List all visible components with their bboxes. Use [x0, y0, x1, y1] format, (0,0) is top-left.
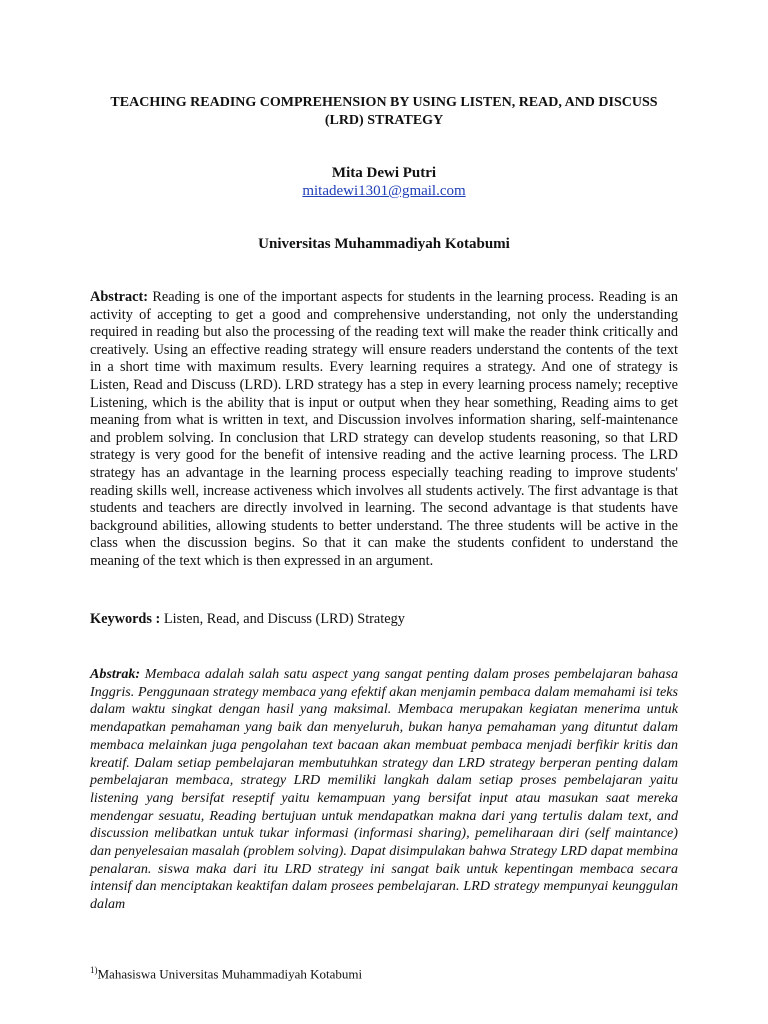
abstrak-text: Membaca adalah salah satu aspect yang sangat penting dalam proses pembelajaran bahasa Inggris. Penggunaan strategy membaca yang efektif akan menjamin pembaca dalam memahami isi teks dalam waktu singkat dengan hasil yang maksimal. Membaca merupakan kegiatan menerima untuk mendapatkan pemahaman yang baik dan menyeluruh, bukan hanya pemahaman yang dituntut dalam membaca melainkan juga pengolahan text bacaan akan membuat pembaca menjadi berfikir kritis dan kreatif. Dalam setiap pembelajaran membutuhkan strategy dan LRD strategy berperan penting dalam pembelajaran membaca, strategy LRD memiliki langkah dalam setiap proses pembelajaran yaitu listening yang bersifat reseptif yaitu kemampuan yang bersifat input atau masukan saat mereka mendengar sesuatu, Reading bertujuan untuk mendapatkan makna dari yang tertulis dalam text, and discussion melibatkan untuk tukar informasi (informasi sharing), pemeliharaan diri (self maintance) dan penyelesaian masalah (problem solving). Dapat disimpulakan bahwa Strategy LRD dapat membina penalaran. siswa maka dari itu LRD strategy ini sangat baik untuk kepentingan membaca secara intensif dan menciptakan keaktifan dalam prosees pembelajaran. LRD strategy mempunyai keunggulan dalam: [90, 666, 679, 913]
keywords-line: [90, 610, 678, 628]
abstrak-paragraph: [90, 666, 678, 914]
footnote: [90, 962, 678, 982]
affiliation: Universitas Muhammadiyah Kotabumi: [258, 236, 510, 252]
author-email-link[interactable]: mitadewi1301@gmail.com: [302, 183, 466, 199]
footnote-text: Mahasiswa Universitas Muhammadiyah Kotabumi: [97, 966, 363, 982]
keywords-label: Keywords :: [90, 611, 161, 627]
keywords-text: Listen, Read, and Discuss (LRD) Strategy: [163, 611, 405, 627]
abstract-label: Abstract:: [90, 289, 148, 305]
abstrak-label: Abstrak:: [90, 666, 141, 682]
author-name: Mita Dewi Putri: [331, 165, 437, 181]
footnote-marker: 1): [90, 965, 98, 975]
abstract-text: Reading is one of the important aspects for students in the learning process. Reading is an activity of accepting to get a good and comprehensive understanding, not only the understanding required in reading but also the processing of the reading text will make the reader think critically and creatively. Using an effective reading strategy will ensure readers understand the contents of the text in a short time with maximum results. Every learning requires a strategy. And one of strategy is Listen, Read and Discuss (LRD). LRD strategy has a step in every learning process namely; receptive Listening, which is the ability that is input or output when they hear something, Reading aims to get meaning from what is written in text, and Discussion involves information sharing, self-maintenance and problem solving. In conclusion that LRD strategy can develop students reasoning, so that LRD strategy is very good for the benefit of intensive reading and the active learning process. The LRD strategy has an advantage in the learning process especially teaching reading to improve students' reading skills well, increase activeness which involves all students actively. The first advantage is that students and teachers are directly involved in learning. The second advantage is that students have background abilities, allowing students to better understand. The three students will be active in the class when the discussion begins. So that it can make the students confident to understand the meaning of the text which is then expressed in an argument.: [90, 289, 678, 569]
abstract-paragraph: [90, 289, 678, 571]
paper-title: TEACHING READING COMPREHENSION BY USING LISTEN, READ, AND DISCUSS (LRD) STRATEGY: [110, 95, 658, 128]
